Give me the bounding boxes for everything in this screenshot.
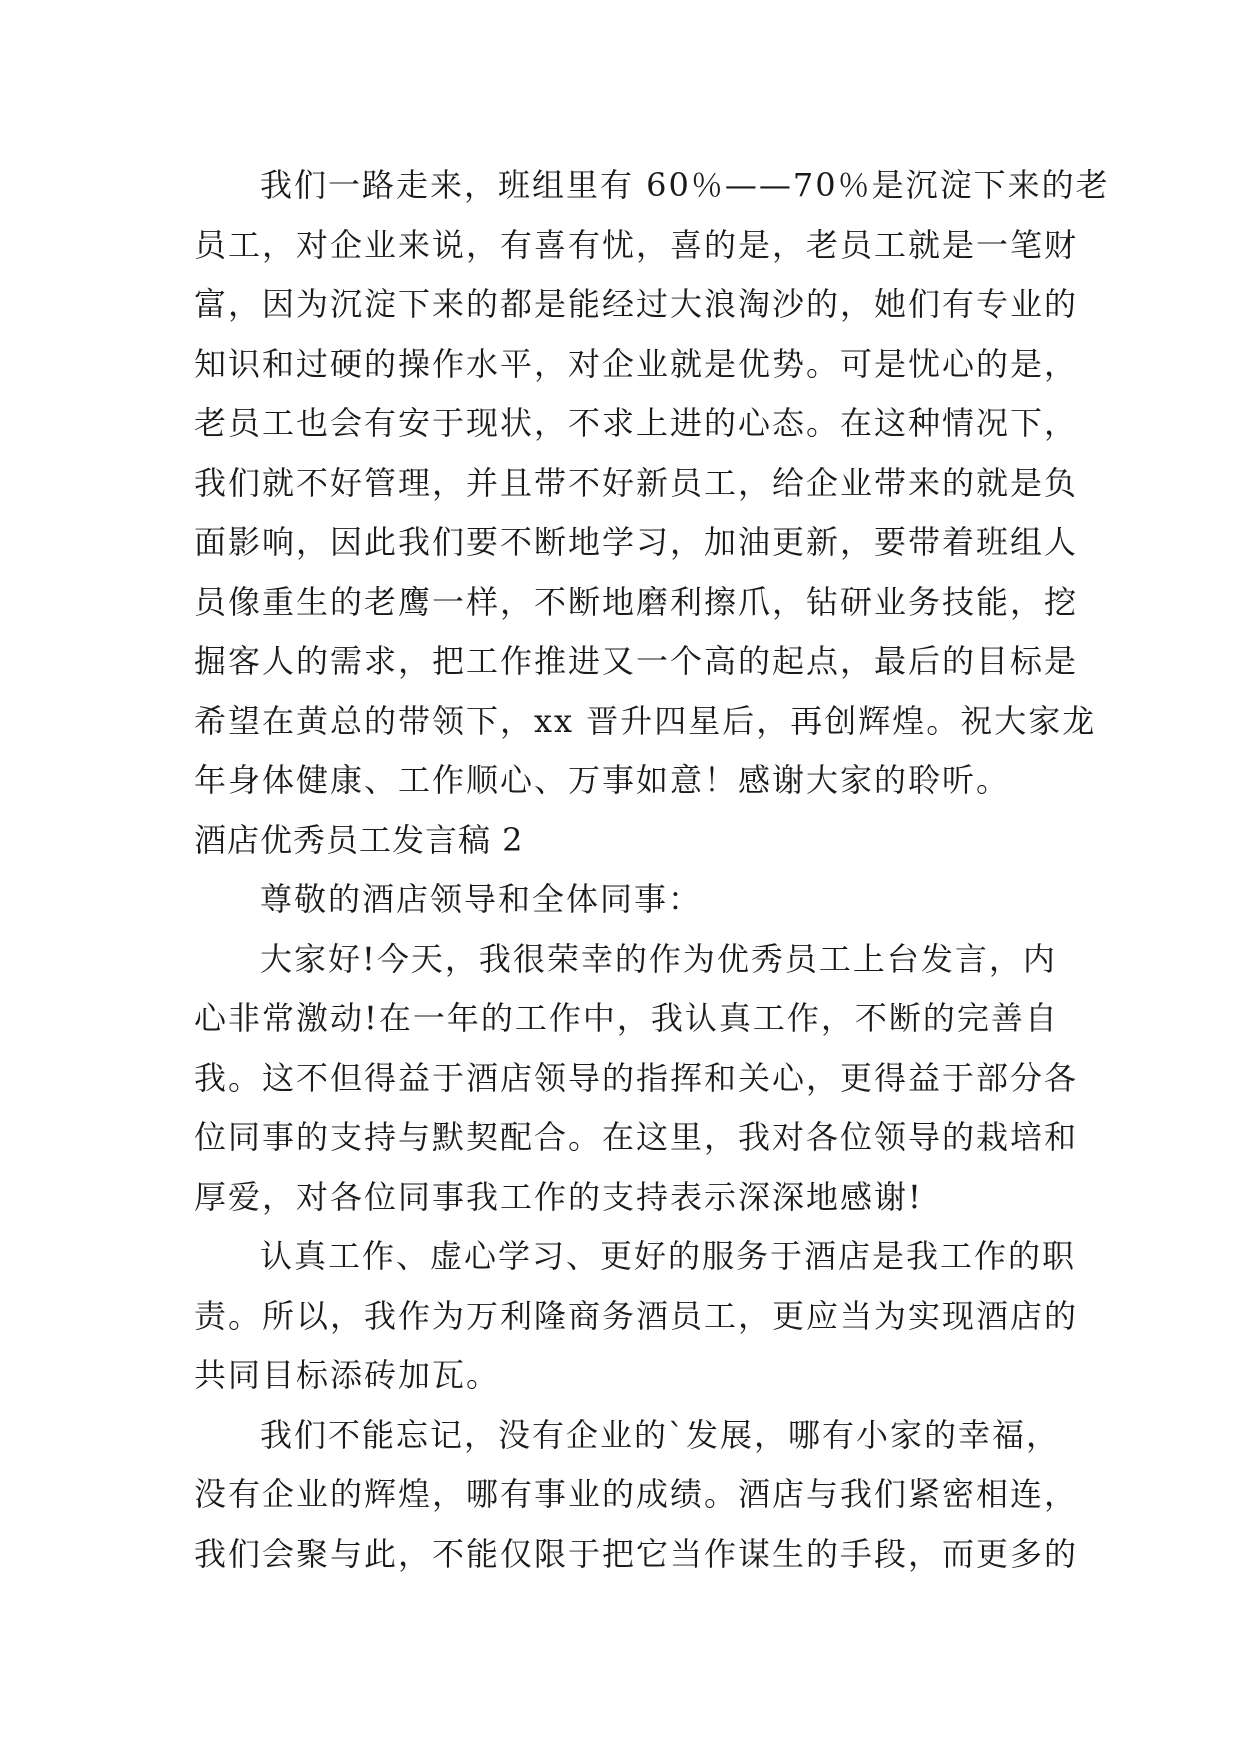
text-line: 员像重生的老鹰一样，不断地磨利擦爪，钻研业务技能，挖 [194, 582, 1079, 621]
text-line: 员工，对企业来说，有喜有忧，喜的是，老员工就是一笔财 [194, 225, 1079, 264]
paragraph [194, 156, 1110, 811]
document-body [194, 156, 1110, 1584]
section-heading [194, 811, 1056, 871]
text-line: 老员工也会有安于现状，不求上进的心态。在这种情况下， [194, 404, 1079, 442]
text-line: 富，因为沉淀下来的都是能经过大浪淘沙的，她们有专业的 [194, 285, 1079, 323]
text-line: 掘客人的需求，把工作推进又一个高的起点，最后的目标是 [194, 642, 1079, 680]
text-line: 共同目标添砖加瓦。 [194, 1356, 501, 1394]
text-line: 大家好!今天，我很荣幸的作为优秀员工上台发言，内 [260, 939, 1057, 978]
text-line: 希望在黄总的带领下，xx 晋升四星后，再创辉煌。祝大家龙 [194, 701, 1097, 740]
text-line: 心非常激动!在一年的工作中，我认真工作，不断的完善自 [194, 999, 1059, 1037]
text-line: 年身体健康、工作顺心、万事如意！感谢大家的聆听。 [194, 761, 1011, 799]
text-line: 尊敬的酒店领导和全体同事： [260, 880, 703, 918]
text-line: 责。所以，我作为万利隆商务酒员工，更应当为实现酒店的 [194, 1296, 1079, 1335]
text-line: 知识和过硬的操作水平，对企业就是优势。可是忧心的是， [194, 344, 1079, 383]
text-line: 位同事的支持与默契配合。在这里，我对各位领导的栽培和 [194, 1118, 1079, 1156]
heading-line: 酒店优秀员工发言稿 2 [194, 820, 524, 859]
text-line: 我们就不好管理，并且带不好新员工，给企业带来的就是负 [194, 463, 1079, 502]
text-line: 我们一路走来，班组里有 60％——70％是沉淀下来的老 [260, 166, 1110, 204]
text-line: 我们会聚与此，不能仅限于把它当作谋生的手段，而更多的 [194, 1534, 1079, 1573]
paragraph [194, 1406, 1079, 1585]
text-line: 我。这不但得益于酒店领导的指挥和关心，更得益于部分各 [194, 1058, 1079, 1097]
text-line: 没有企业的辉煌，哪有事业的成绩。酒店与我们紧密相连， [194, 1475, 1079, 1513]
text-line: 厚爱，对各位同事我工作的支持表示深深地感谢! [194, 1177, 923, 1216]
salutation [194, 870, 1056, 930]
paragraph [194, 930, 1079, 1228]
text-line: 面影响，因此我们要不断地学习，加油更新，要带着班组人 [194, 523, 1079, 561]
text-line: 我们不能忘记，没有企业的`发展，哪有小家的幸福， [260, 1415, 1061, 1454]
text-line: 认真工作、虚心学习、更好的服务于酒店是我工作的职 [260, 1237, 1077, 1275]
paragraph [194, 1227, 1079, 1406]
